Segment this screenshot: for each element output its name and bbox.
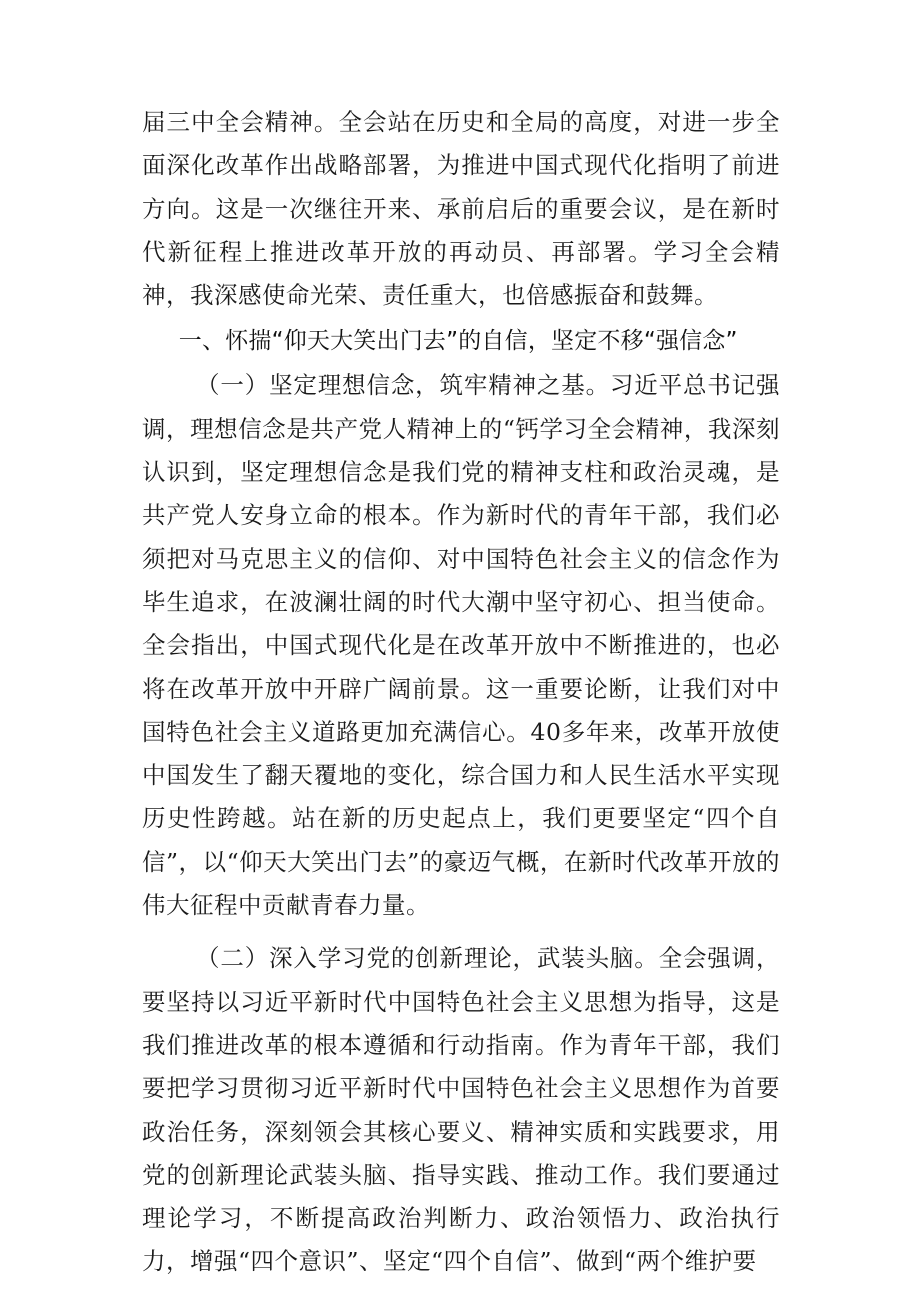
paragraph-section-1-2: （二）深入学习党的创新理论，武装头脑。全会强调，要坚持以习近平新时代中国特色社会主义思想为指导，这是我们推进改革的根本遵循和行动指南。作为青年干部，我们要把学习贯彻习近平新时代中国特色社会主义思想作为首要政治任务，深刻领会其核心要义、精神实质和实践要求，用党的创新理论武装头脑、指导实践、推动工作。我们要通过理论学习，不断提高政治判断力、政治领悟力、政治执行力，增强“四个意识”、坚定“四个自信”、做到“两个维护要 xyxy=(142,944,780,1276)
document-body xyxy=(142,101,780,1284)
paragraph-section-1-1: （一）坚定理想信念，筑牢精神之基。习近平总书记强调，理想信念是共产党人精神上的“钙学习全会精神，我深刻认识到，坚定理想信念是我们党的精神支柱和政治灵魂，是共产党人安身立命的根本。作为新时代的青年干部，我们必须把对马克思主义的信仰、对中国特色社会主义的信念作为毕生追求，在波澜壮阔的时代大潮中坚守初心、担当使命。全会指出，中国式现代化是在改革开放中不断推进的，也必将在改革开放中开辟广阔前景。这一重要论断，让我们对中国特色社会主义道路更加充满信心。40多年来，改革开放使中国发生了翻天覆地的变化，综合国力和人民生活水平实现历史性跨越。站在新的历史起点上，我们更要坚定“四个自信”，以“仰天大笑出门去”的豪迈气概，在新时代改革开放的伟大征程中贡献青春力量。 xyxy=(142,371,780,920)
section-heading-1: 一、怀揣“仰天大笑出门去”的自信，坚定不移“强信念” xyxy=(178,328,738,355)
paragraph-intro: 届三中全会精神。全会站在历史和全局的高度，对进一步全面深化改革作出战略部署，为推进中国式现代化指明了前进方向。这是一次继往开来、承前启后的重要会议，是在新时代新征程上推进改革开放的再动员、再部署。学习全会精神，我深感使命光荣、责任重大，也倍感振奋和鼓舞。 xyxy=(142,108,780,310)
